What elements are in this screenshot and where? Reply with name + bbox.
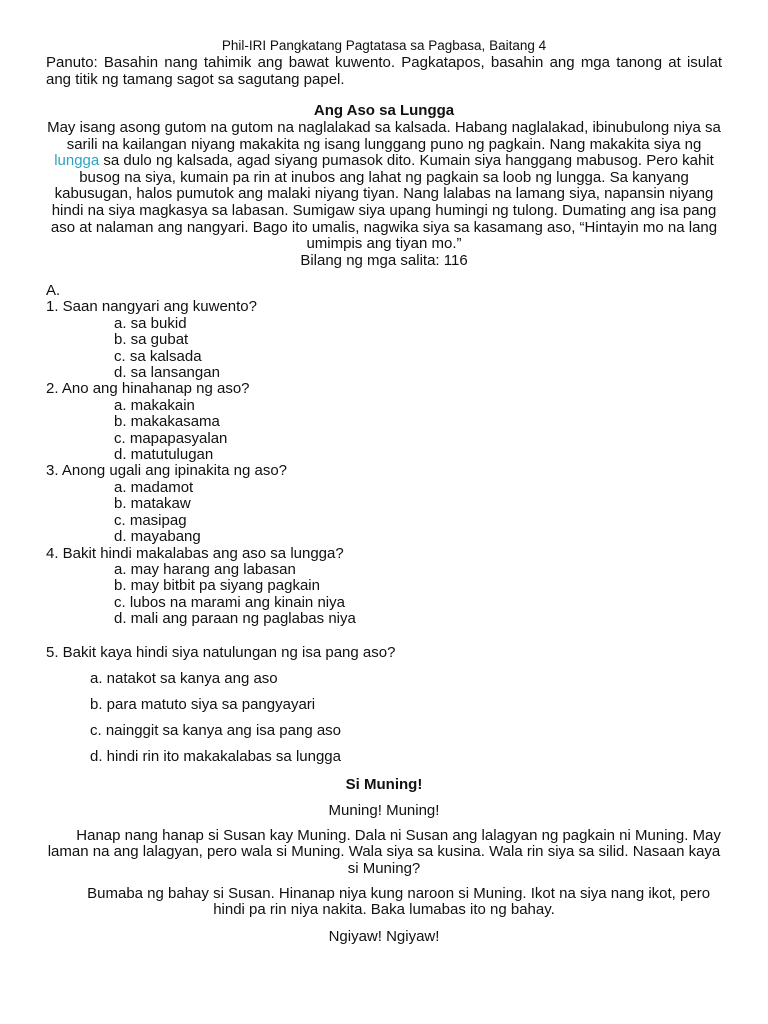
story2-closing: Ngiyaw! Ngiyaw! — [328, 928, 440, 945]
question-2-option-d: d. matutulugan — [114, 446, 214, 464]
question-1-option-d: d. sa lansangan — [114, 364, 220, 382]
question-2-option-a: a. makakain — [114, 396, 195, 414]
question-3-option-d: d. mayabang — [114, 528, 201, 546]
story2-subtitle: Muning! Muning! — [328, 802, 440, 819]
question-5-block — [46, 644, 726, 774]
word-count: Bilang ng mga salita: 116 — [300, 251, 468, 269]
question-1-option-c: c. sa kalsada — [114, 347, 202, 365]
question-2-option-b: b. makakasama — [114, 413, 220, 431]
question-5-option-a: a. natakot sa kanya ang aso — [90, 670, 278, 687]
highlighted-word: lungga — [54, 152, 100, 170]
story-title: Ang Aso sa Lungga — [313, 102, 455, 119]
page-header: Phil-IRI Pangkatang Pagtatasa sa Pagbasa, Baitang 4 — [221, 38, 547, 53]
question-5-option-b: b. para matuto siya sa pangyayari — [90, 696, 316, 713]
question-4-option-d: d. mali ang paraan ng paglabas niya — [114, 610, 356, 628]
story2-paragraph-1-text: Hanap nang hanap si Susan kay Muning. Dala ni Susan ang lalagyan ng pagkain ni Muning. May laman na ang lalagyan, pero wala si Muning. Wala siya sa kusina. Wala rin siya sa silid. Nasaan kaya si Muning? — [47, 827, 721, 877]
question-5-option-d: d. hindi rin ito makakalabas sa lungga — [90, 748, 341, 765]
question-3-option-c: c. masipag — [114, 511, 187, 529]
instructions: Panuto: Basahin nang tahimik ang bawat kuwento. Pagkatapos, basahin ang mga tanong at isulat ang titik ng tamang sagot sa sagutang papel. — [46, 54, 722, 88]
question-2-option-c: c. mapapasyalan — [114, 429, 228, 447]
question-4: 4. Bakit hindi makalabas ang aso sa lungga? — [46, 544, 344, 562]
question-section-a — [46, 283, 726, 628]
story2-paragraph-2-text: Bumaba ng bahay si Susan. Hinanap niya kung naroon si Muning. Ikot na siya nang ikot, pero hindi pa rin niya nakita. Baka lumabas ito ng bahay. — [87, 885, 711, 919]
question-1-option-b: b. sa gubat — [114, 331, 189, 349]
question-5: 5. Bakit kaya hindi siya natulungan ng isa pang aso? — [46, 644, 396, 661]
question-1-option-a: a. sa bukid — [114, 314, 187, 332]
story-text-part-1: May isang asong gutom na gutom na naglalakad sa kalsada. Habang naglalakad, ibinubulong niya sa sarili na kailangan niyang makakita ng isang lunggang puno ng pagkain. Nang makakita siya ng — [47, 119, 721, 153]
question-5-option-c: c. nainggit sa kanya ang isa pang aso — [90, 722, 342, 739]
question-3-option-a: a. madamot — [114, 478, 194, 496]
story2-paragraph-1 — [46, 828, 722, 877]
question-4-option-a: a. may harang ang labasan — [114, 560, 296, 578]
story2-title: Si Muning! — [345, 776, 423, 793]
story2-paragraph-2 — [46, 886, 722, 919]
question-4-option-c: c. lubos na marami ang kinain niya — [114, 593, 345, 611]
question-3: 3. Anong ugali ang ipinakita ng aso? — [46, 462, 288, 480]
question-3-option-b: b. matakaw — [114, 495, 191, 513]
question-4-option-b: b. may bitbit pa siyang pagkain — [114, 577, 320, 595]
question-2: 2. Ano ang hinahanap ng aso? — [46, 380, 250, 398]
story-text — [44, 120, 724, 269]
section-label: A. — [46, 282, 61, 299]
story-text-part-2: sa dulo ng kalsada, agad siyang pumasok dito. Kumain siya hanggang mabusog. Pero kahit busog na siya, kumain pa rin at inubos ang lahat ng pagkain sa loob ng lungga. Sa kanyang kabusugan, halos pumutok ang malaki niyang tiyan. Nang lalabas na lamang siya, napansin niyang hindi na siya magkasya sa labasan. Sumigaw siya upang humingi ng tulong. Dumating ang isa pang aso at nalaman ang nangyari. Bago ito umalis, nagwika siya sa kasamang aso, “Hintayin mo na lang umimpis ang tiyan mo.” — [50, 152, 718, 253]
question-1: 1. Saan nangyari ang kuwento? — [46, 298, 257, 316]
